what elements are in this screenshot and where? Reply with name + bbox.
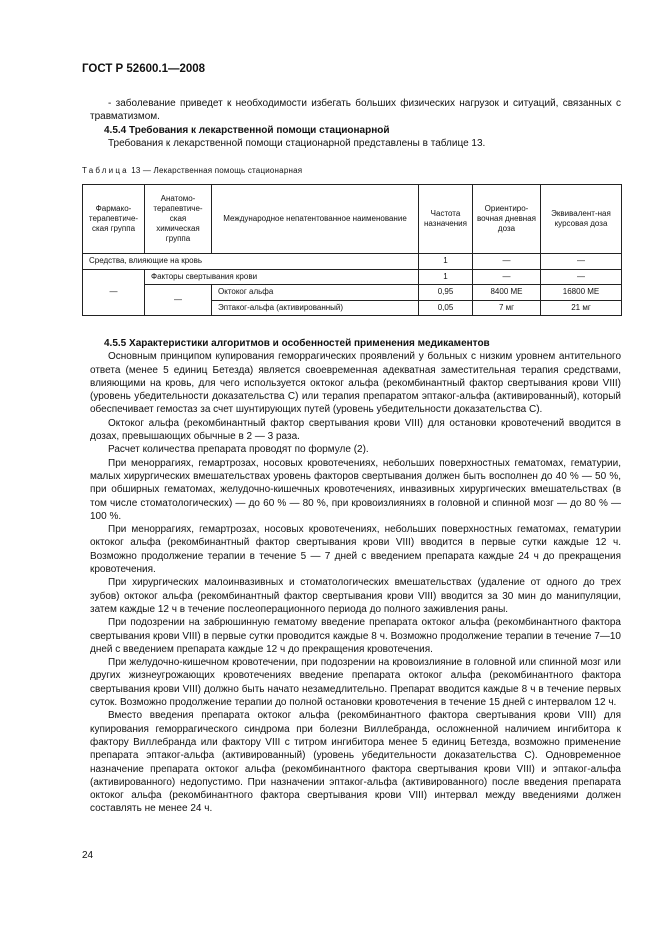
header-course-dose: Эквивалент-ная курсовая доза [541,185,622,254]
cell-pharmaco-group: — [83,269,145,316]
cell-course-dose: 16800 МЕ [541,285,622,301]
cell-atc-name: Факторы свертывания крови [145,269,419,285]
body-paragraph: Вместо введения препарата октоког альфа (рекомбинантного фактора свертывания крови VIII) для купирования геморрагического синдрома при болезни Виллебранда, осложненной наличием ингибитора к фактору Виллебранда или фактору VIII с титром ингибитора менее 5 единиц Бетезда, возможно применение препарата эптаког-альфа (активированный) (уровень убедительности доказательства С). Одновременное назначение препарата октоког альфа (рекомбинантного фактора свертывания крови VIII) и эптаког-альфа (активированного) недопустимо. При назначении эптаког-альфа (активированного) после введения препарата октоког альфа (рекомбинантного фактора свертывания крови VIII) интервал между введениями должен составлять не менее 24 ч. [90,710,621,815]
header-inn: Международное непатентованное наименование [212,185,419,254]
table-header-row [83,185,622,254]
cell-frequency: 1 [419,269,473,285]
section-4-5-5 [90,337,621,816]
intro-block [90,97,621,150]
cell-daily-dose: — [473,254,541,270]
subsection-heading-4-5-4: 4.5.4 Требования к лекарственной помощи стационарной [104,124,390,136]
header-frequency: Частота назначения [419,185,473,254]
cell-atc-group: — [145,285,212,316]
cell-inn: Октоког альфа [212,285,419,301]
cell-course-dose: — [541,254,622,270]
cell-frequency: 0,05 [419,300,473,316]
cell-course-dose: 21 мг [541,300,622,316]
body-paragraph: При желудочно-кишечном кровотечении, при подозрении на кровоизлияние в головной или спинной мозг или других жизнеугрожающих кровотечениях введение препарата октоког альфа (рекомбинантного фактора свертывания крови VIII) должно быть начато незамедлительно. Препарат вводится каждые 8 ч в течение первых суток. Возможно продолжение терапии до полной остановки кровотечения в течение 15 дней с интервалом 12 ч. [90,657,621,709]
table-caption-title: 13 — Лекарственная помощь стационарная [128,166,303,175]
header-atc-group: Анатомо-терапевтиче-ская химическая группа [145,185,212,254]
body-paragraph: При меноррагиях, гемартрозах, носовых кровотечениях, небольших поверхностных гематомах, гематурии, малых хирургических вмешательствах уровень факторов свертывания должен быть восполнен до 40 % — 50 %, при обширных гематомах, желудочно-кишечных кровотечениях, инвазивных хирургических вмешательствах (в том числе стоматологических) — до 60 % — 80 %, при кровоизлияниях в головной и спинной мозг — до 80 % — 100 %. [90,457,621,522]
table-caption-prefix: Таблица [82,166,129,175]
page-number: 24 [82,850,94,861]
table-row [83,254,622,270]
table-row [83,285,622,301]
body-paragraph: При меноррагиях, гемартрозах, носовых кровотечениях, небольших поверхностных гематомах, гематурии октоког альфа (рекомбинантный фактор свертывания крови VIII) вводится в первые сутки каждые 12 ч. Возможно продолжение терапии в течение 5 — 7 дней с введением препарата каждые 24 ч до прекращения кровотечения. [90,524,621,576]
table-row [83,269,622,285]
header-pharmaco-group: Фармако-терапевтиче-ская группа [83,185,145,254]
cell-frequency: 1 [419,254,473,270]
cell-frequency: 0,95 [419,285,473,301]
cell-inn: Эптаког-альфа (активированный) [212,300,419,316]
header-daily-dose: Ориентиро-вочная дневная доза [473,185,541,254]
table-caption [82,166,302,175]
body-paragraph: Октоког альфа (рекомбинантный фактор свертывания крови VIII) для остановки кровотечений вводится в дозах, превышающих обычные в 2 — 3 раза. [90,417,621,443]
cell-daily-dose: — [473,269,541,285]
cell-daily-dose: 7 мг [473,300,541,316]
table-reference-paragraph: Требования к лекарственной помощи стационарной представлены в таблице 13. [108,137,486,149]
subsection-heading-4-5-5: 4.5.5 Характеристики алгоритмов и особенностей применения медикаментов [104,338,490,349]
body-paragraph: Основным принципом купирования геморрагических проявлений у больных с низким уровнем антительного ответа (менее 5 единиц Бетезда) является своевременная адекватная заместительная терапия средствами, влияющими на кровь, для чего используется октоког альфа (рекомбинантный фактор свертывания крови VIII) (уровень убедительности доказательства С) или терапия препаратом эптаког-альфа (активированный), который обеспечивает гемостаз за счет шунтирующих путей (уровень убедительности доказательства С). [90,351,621,416]
intro-paragraph: - заболевание приведет к необходимости избегать больших физических нагрузок и ситуаций, связанных с травматизмом. [90,98,621,123]
document-header: ГОСТ Р 52600.1—2008 [82,63,206,75]
body-paragraph: При хирургических малоинвазивных и стоматологических вмешательствах (удаление от одного до трех зубов) октоког альфа (рекомбинантный фактор свертывания крови VIII) вводится за 30 мин до манипуляции, затем каждые 12 ч в течение послеоперационного периода до полного заживления раны. [90,577,621,615]
cell-course-dose: — [541,269,622,285]
cell-daily-dose: 8400 МЕ [473,285,541,301]
body-paragraph: Расчет количества препарата проводят по формуле (2). [108,444,369,456]
cell-group-name: Средства, влияющие на кровь [83,254,419,270]
body-paragraph: При подозрении на забрюшинную гематому введение препарата октоког альфа (рекомбинантного фактора свертывания крови VIII) в первые сутки проводится каждые 8 ч. Возможно продолжение терапии в течение 7—10 дней с введением препарата каждые 12 ч до прекращения кровотечения. [90,617,621,655]
medication-table [82,184,622,316]
